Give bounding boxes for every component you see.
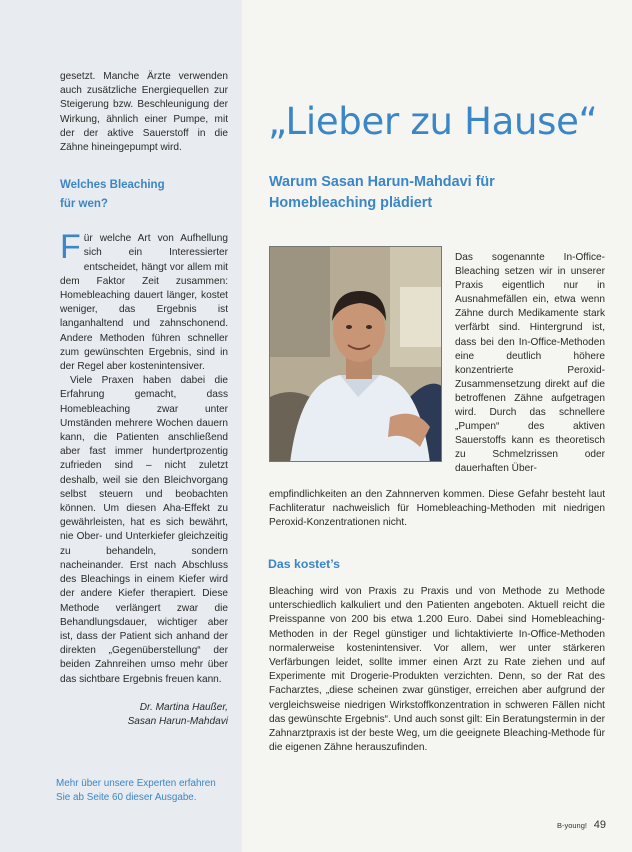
photo-side-paragraph: Das sogenannte In-Office-Bleaching setzen wir in unserer Praxis eigentlich nur in Ausnahmefällen ein, etwa wenn Zähne durch Medikamente stark verfärbt sind. Hintergrund ist, dass bei den In-Office-Methoden eine deutlich höhere konzentrierte Peroxid-Zusammensetzung direkt auf die betroffenen Zähne aufgetragen wird. Durch das schnellere „Pumpen“ des aktiven Sauerstoffs kann es theoretisch zu Schmelzrissen oder dauerhaften Über- bbox=[455, 252, 605, 475]
section-heading-line-2: für wen? bbox=[60, 198, 108, 211]
magazine-brand: B-young! bbox=[556, 821, 587, 830]
paragraph-2: Viele Praxen haben dabei die Erfahrung gemacht, dass Homebleaching zwar unter Umständen mehrere Wochen dauern kann, die Patienten anschließend aber fast immer hundertprozentig zufrieden sind – nicht zuletzt deshalb, weil sie den Bleichvorgang selbst steuern und beobachten können. Um diesen Aha-Effekt zu gewährleisten, hat es sich bewährt, nie Ober- und Unterkiefer gleichzeitig zu behandeln, sondern nacheinander. Erst nach Abschluss des Bleachings in einem Kiefer wird der andere Kiefer therapiert. Diese Methode verlängert zwar die Behandlungsdauer, wichtiger aber ist, dass der Patient sich anhand der direkten „Gegenüberstellung“ der beiden Zahnreihen umso mehr über das sichtbare Ergebnis freuen kann. bbox=[60, 375, 228, 685]
continuation-paragraph: empfindlichkeiten an den Zahnnerven kommen. Diese Gefahr besteht laut Fachliteratur nachweislich für Homebleaching-Methoden mit niedrigen Peroxid-Konzentrationen nicht. bbox=[269, 489, 605, 529]
left-text-column bbox=[60, 70, 228, 730]
intro-paragraph: gesetzt. Manche Ärzte verwenden auch zusätzliche Energiequellen zur Steigerung bzw. Beschleunigung der Wirkung, ähnlich einer Pumpe, mit der der aktive Sauerstoff in die Zähne hineingepumpt wird. bbox=[60, 71, 228, 154]
drop-cap: F bbox=[60, 228, 81, 267]
more-experts-note: Mehr über unsere Experten erfahren Sie ab Seite 60 dieser Ausgabe. bbox=[56, 778, 216, 803]
page-footer bbox=[557, 819, 606, 831]
author-2: Sasan Harun-Mahdavi bbox=[127, 716, 228, 728]
section-heading-costs: Das kostet’s bbox=[268, 557, 340, 571]
section-heading-which-bleaching bbox=[60, 176, 228, 214]
portrait-illustration bbox=[270, 247, 442, 462]
costs-paragraph: Bleaching wird von Praxis zu Praxis und von Methode zu Methode unterschiedlich kalkuliert und den Patienten angeboten. Aktuell reicht die Preisspanne von 200 bis etwa 1.200 Euro. Dabei sind Homebleaching-Methoden in der Regel günstiger und lichtaktivierte In-Office-Methoden normalerweise kostenintensiver. Vor allem, wer unter stärkeren Verfärbungen leidet, sollte immer einen Arzt zu Rate ziehen und auf Experimente mit Drogerie-Produkten verzichten. Denn, so der Rat des Facharztes, „diese scheinen zwar günstiger, erreichen aber aufgrund der vergleichsweise niedrigen Wirkstoffkonzentration in schweren Fällen nicht das gewünschte Ergebnis“. Und auch sonst gilt: Ein Beratungstermin in der Zahnarztpraxis ist der beste Weg, um die geeignete Bleaching-Methode für die eigenen Zähne herauszufinden. bbox=[269, 586, 605, 754]
portrait-photo bbox=[269, 246, 442, 462]
paragraph-with-dropcap bbox=[60, 228, 228, 374]
article-subtitle: Warum Sasan Harun-Mahdavi für Homebleaching plädiert bbox=[269, 174, 495, 211]
author-1: Dr. Martina Haußer, bbox=[139, 701, 228, 713]
article-headline: „Lieber zu Hause“ bbox=[268, 100, 598, 143]
author-credits bbox=[60, 701, 228, 730]
paragraph-1-text: ür welche Art von Aufhellung sich ein Interessierter entscheidet, hängt vor allem mit dem Faktor Zeit zusammen: Homebleaching dauert länger, kostet weniger, das Ergebnis ist langanhaltend und zahnschonend. Andere Methoden führen schneller zum gewünschten Ergebnis, sind in der Regel aber kostenintensiver. bbox=[60, 233, 228, 373]
section-heading-line-1: Welches Bleaching bbox=[60, 179, 165, 192]
page-number: 49 bbox=[593, 819, 606, 831]
